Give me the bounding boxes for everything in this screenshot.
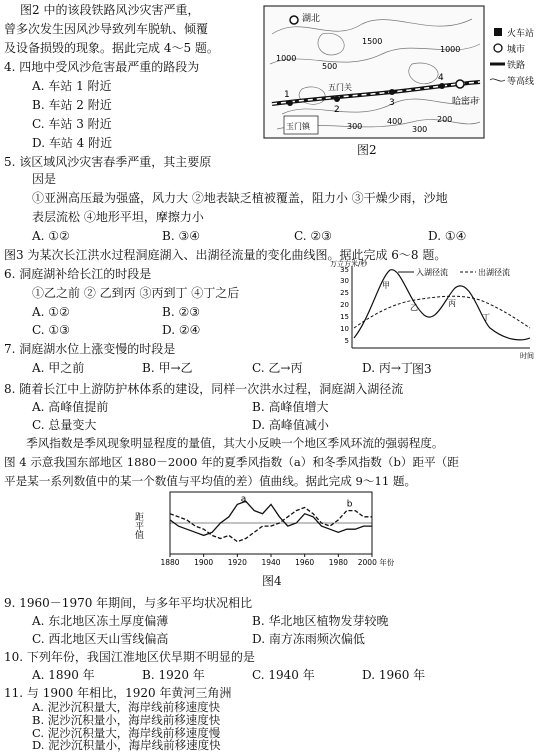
station-3-marker <box>389 89 395 95</box>
intro-fig2-line-2: 曾多次发生因风沙导致列车脱轨、倾覆 <box>4 22 209 36</box>
fig4-series-b <box>170 508 372 542</box>
map-label-gan: 玉门镇 <box>286 122 310 131</box>
q5-option-d[interactable]: D. ①④ <box>428 229 467 243</box>
fig4-xtick-3: 1940 <box>261 558 281 567</box>
q9-option-d[interactable]: D. 南方冻雨频次偏低 <box>252 632 365 646</box>
intro-fig3: 图3 为某次长江洪水过程洞庭湖入、出湖径流量的变化曲线图。据此完成 6～8 题。 <box>4 248 447 262</box>
q5-stem-cont: 因是 <box>32 172 57 186</box>
fig3-legend-inflow: 入湖径流 <box>416 268 448 277</box>
map-label-c200: 200 <box>437 115 453 124</box>
station-1-marker <box>287 100 293 106</box>
map-label-station-3: 3 <box>389 98 395 108</box>
map-label-wuwei: 五门关 <box>328 83 352 92</box>
fig4-label-b: b <box>346 499 353 510</box>
figure-3-caption: 图3 <box>412 362 432 376</box>
q8-option-b[interactable]: B. 高峰值增大 <box>252 400 329 414</box>
q10-option-b[interactable]: B. 1920 年 <box>142 668 205 682</box>
station-4-marker <box>439 83 445 89</box>
legend-city: 城市 <box>507 45 526 55</box>
fig3-ytick-2: 25 <box>340 289 349 297</box>
fig3-ylabel: 万立方米/秒 <box>330 260 368 268</box>
q7-option-d[interactable]: D. 丙→丁 <box>362 361 413 375</box>
map-label-c300b: 300 <box>347 122 363 131</box>
q11-option-c[interactable]: C. 泥沙沉积量大，海岸线前移速度慢 <box>32 726 221 740</box>
map-label-hami: 哈密市 <box>452 97 480 107</box>
q5-option-a[interactable]: A. ①② <box>32 229 70 243</box>
map-label-c1500: 1500 <box>362 37 383 46</box>
city-other-marker <box>290 16 298 24</box>
q7-option-c[interactable]: C. 乙→丙 <box>252 361 303 375</box>
q5-stem: 5. 该区域风沙灾害春季严重，其主要原 <box>4 155 212 169</box>
intro-fig2-line-1: 图2 中的该段铁路风沙灾害严重， <box>20 3 200 17</box>
q7-option-a[interactable]: A. 甲之前 <box>32 361 85 375</box>
q8-option-d[interactable]: D. 高峰值减小 <box>252 418 329 432</box>
fig3-inflow-curve <box>354 270 530 340</box>
fig4-xtick-4: 1960 <box>295 558 315 567</box>
q6-stem: 6. 洞庭湖补给长江的时段是 <box>4 267 152 281</box>
fig3-ytick-6: 5 <box>344 337 349 345</box>
figure-2-caption: 图2 <box>357 143 377 157</box>
fig3-xlabel: 时间 <box>520 352 534 360</box>
q4-option-b[interactable]: B. 车站 2 附近 <box>32 98 112 112</box>
q11-option-b[interactable]: B. 泥沙沉积量小，海岸线前移速度快 <box>32 713 221 727</box>
q5-option-c[interactable]: C. ②③ <box>294 229 332 243</box>
q8-stem: 8. 随着长江中上游防护林体系的建设，同样一次洪水过程，洞庭湖入湖径流 <box>4 382 404 396</box>
map-legend <box>490 27 534 87</box>
q10-stem: 10. 下列年份，我国江淮地区伏旱期不明显的是 <box>4 650 255 664</box>
q9-option-a[interactable]: A. 东北地区冻土厚度偏薄 <box>32 614 169 628</box>
intro-fig4-line-2: 图 4 示意我国东部地区 1880－2000 年的夏季风指数（a）和冬季风指数（b）距平（距 <box>4 455 459 469</box>
q9-option-c[interactable]: C. 西北地区天山雪线偏高 <box>32 632 169 646</box>
q10-option-d[interactable]: D. 1960 年 <box>362 668 426 682</box>
fig3-ytick-4: 15 <box>340 313 349 321</box>
q9-option-b[interactable]: B. 华北地区植物发芽较晚 <box>252 614 389 628</box>
fig3-point-yi: 乙 <box>410 303 418 312</box>
map-label-station-4: 4 <box>438 73 444 83</box>
q4-option-a[interactable]: A. 车站 1 附近 <box>32 79 112 93</box>
fig3-ytick-3: 20 <box>340 301 349 309</box>
legend-railway: 铁路 <box>507 61 526 71</box>
fig3-ytick-1: 30 <box>340 277 349 285</box>
station-2-marker <box>334 96 340 102</box>
q11-option-a[interactable]: A. 泥沙沉积量大，海岸线前移速度快 <box>32 700 221 714</box>
q7-stem: 7. 洞庭湖水位上涨变慢的时段是 <box>4 342 176 356</box>
intro-fig4-line-3: 平是某一系列数值中的某一个数值与平均值的差）值曲线。据此完成 9～11 题。 <box>4 474 417 488</box>
map-label-c1000a: 1000 <box>276 54 297 63</box>
map-label-c500: 500 <box>322 62 338 71</box>
q7-option-b[interactable]: B. 甲→乙 <box>142 361 193 375</box>
q6-option-b[interactable]: B. ②③ <box>162 305 200 319</box>
fig3-outflow-curve <box>354 296 530 328</box>
q6-option-c[interactable]: C. ①③ <box>32 323 70 337</box>
q5-statements-2: 表层流松 ④地形平坦，摩擦力小 <box>32 210 204 224</box>
fig4-series-a <box>170 501 372 535</box>
fig4-xtick-5: 1980 <box>328 558 348 567</box>
city-hami-marker <box>456 80 464 88</box>
map-label-c400: 400 <box>387 117 403 126</box>
q4-option-c[interactable]: C. 车站 3 附近 <box>32 117 112 131</box>
figure-4-caption: 图4 <box>262 574 282 588</box>
fig3-point-bing: 丙 <box>448 299 456 308</box>
legend-contour: 等高线 <box>507 77 535 87</box>
q6-option-a[interactable]: A. ①② <box>32 305 70 319</box>
figure-4-chart <box>130 490 395 570</box>
fig3-point-jia: 甲 <box>382 281 390 290</box>
q6-option-d[interactable]: D. ②④ <box>162 323 201 337</box>
q10-option-c[interactable]: C. 1940 年 <box>252 668 315 682</box>
fig4-label-a: a <box>240 494 247 505</box>
q8-option-c[interactable]: C. 总量变大 <box>32 418 97 432</box>
legend-station: 火车站 <box>507 29 535 39</box>
figure-2-map <box>262 4 551 142</box>
fig3-legend-outflow: 出湖径流 <box>478 268 510 277</box>
q4-stem: 4. 四地中受风沙危害最严重的路段为 <box>4 60 200 74</box>
figure-3-chart <box>330 258 545 362</box>
map-label-hushan: 湖北 <box>302 14 321 24</box>
fig4-ylabel: 距平值 <box>133 512 143 539</box>
q10-option-a[interactable]: A. 1890 年 <box>32 668 95 682</box>
q11-stem: 11. 与 1900 年相比，1920 年黄河三角洲 <box>4 686 232 700</box>
map-label-c300a: 300 <box>412 125 428 134</box>
intro-fig4-line-1: 季风指数是季风现象明显程度的量值，其大小反映一个地区季风环流的强弱程度。 <box>4 436 444 450</box>
q8-option-a[interactable]: A. 高峰值提前 <box>32 400 109 414</box>
fig4-xtick-2: 1920 <box>227 558 247 567</box>
q5-option-b[interactable]: B. ③④ <box>162 229 200 243</box>
fig3-ytick-0: 35 <box>340 266 349 274</box>
fig4-xtick-0: 1880 <box>160 558 180 567</box>
q9-stem: 9. 1960－1970 年期间，与多年平均状况相比 <box>4 596 253 610</box>
map-label-station-2: 2 <box>334 105 340 115</box>
q11-option-d[interactable]: D. 泥沙沉积量小，海岸线前移速度快 <box>32 738 221 752</box>
fig4-xtick-6: 2000 年份 <box>357 558 395 567</box>
fig3-ytick-5: 10 <box>340 325 349 333</box>
map-label-station-1: 1 <box>284 90 290 100</box>
q4-option-d[interactable]: D. 车站 4 附近 <box>32 136 113 150</box>
fig4-xtick-1: 1900 <box>194 558 214 567</box>
intro-fig2-line-3: 及设备损毁的现象。据此完成 4～5 题。 <box>4 41 219 55</box>
q6-statements: ①乙之前 ② 乙到丙 ③丙到丁 ④丁之后 <box>32 286 240 300</box>
q5-statements-1: ①亚洲高压最为强盛，风力大 ②地表缺乏植被覆盖，阻力小 ③干燥少雨，沙地 <box>32 191 448 205</box>
map-label-c1000b: 1000 <box>440 45 461 54</box>
fig3-point-ding: 丁 <box>482 313 490 322</box>
